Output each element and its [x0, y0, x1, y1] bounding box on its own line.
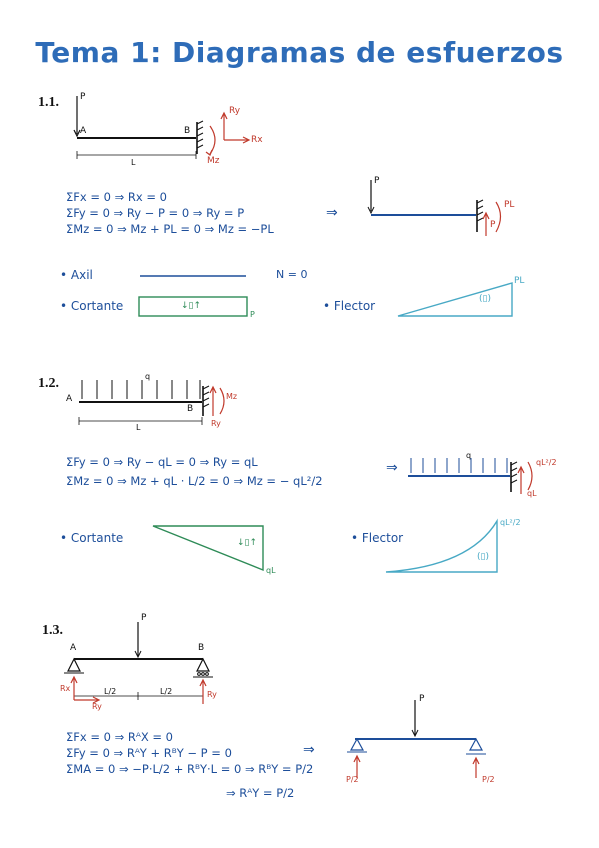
flector-sign-1-2: (▯)	[477, 552, 489, 562]
label-moment-pl: PL	[504, 200, 515, 210]
label-cortante-1-1: • Cortante	[60, 299, 123, 313]
label-reaction-a-result: P/2	[346, 775, 359, 784]
label-half-length-a: L/2	[104, 687, 117, 696]
label-mz: Mz	[207, 156, 220, 166]
equation-1-1-a: ΣFx = 0 ⇒ Rx = 0	[66, 190, 167, 204]
cortante-value-1-2: qL	[266, 566, 276, 575]
equation-1-3-a: ΣFx = 0 ⇒ RᴬX = 0	[66, 730, 173, 744]
label-q-result: q	[466, 451, 472, 460]
label-mz-1-2: Mz	[226, 392, 238, 401]
flector-diagram-1-1	[398, 283, 512, 316]
label-rx-a: Rx	[60, 684, 71, 693]
implies-arrow-1-1: ⇒	[326, 205, 338, 221]
problem-number-1-2: 1.2.	[38, 376, 59, 391]
reactions-1-1-result	[483, 202, 501, 236]
label-load-p-result-1-3: P	[419, 694, 425, 704]
problem-number-1-3: 1.3.	[42, 623, 63, 638]
label-a-1-3: A	[70, 643, 77, 653]
beam-1-2-result	[408, 458, 517, 492]
label-b: B	[184, 126, 191, 136]
label-load-p: P	[80, 92, 86, 102]
label-ry: Ry	[229, 106, 241, 116]
label-length: L	[131, 158, 136, 167]
label-cortante-1-2: • Cortante	[60, 531, 123, 545]
reactions-1-3	[71, 677, 206, 704]
label-half-length-b: L/2	[160, 687, 173, 696]
equation-1-3-d: ⇒ RᴬY = P/2	[226, 786, 295, 800]
flector-sign-1-1: (▯)	[479, 294, 491, 304]
reactions-1-3-result	[354, 756, 479, 778]
reactions-1-1	[206, 113, 249, 155]
beam-1-3-result	[347, 700, 486, 754]
beam-1-1-result	[368, 180, 483, 232]
label-flector-1-2: • Flector	[351, 531, 403, 545]
label-reaction-ql: qL	[527, 489, 537, 498]
label-a-1-2: A	[66, 394, 73, 404]
label-load-p-result: P	[374, 176, 380, 186]
flector-value-1-1: PL	[514, 276, 525, 286]
page-title: Tema 1: Diagramas de esfuerzos	[35, 36, 564, 69]
label-reaction-b-result: P/2	[482, 775, 495, 784]
axil-value: N = 0	[276, 268, 308, 281]
label-rx: Rx	[251, 135, 263, 145]
label-ry-a: Ry	[92, 702, 102, 711]
label-b-1-2: B	[187, 404, 194, 414]
label-length-1-2: L	[136, 423, 141, 432]
cortante-value-1-1: P	[250, 310, 255, 319]
label-reaction-p: P	[490, 220, 496, 230]
implies-arrow-1-2: ⇒	[386, 460, 398, 476]
label-moment-1-2: qL²/2	[536, 458, 557, 467]
label-q: q	[145, 372, 151, 381]
implies-arrow-1-3: ⇒	[303, 742, 315, 758]
cortante-sign-1-1: ↓▯↑	[181, 301, 202, 311]
cortante-diagram-1-2	[153, 526, 263, 570]
label-load-p-1-3: P	[141, 613, 147, 623]
beam-1-2	[79, 380, 209, 425]
equation-1-2-a: ΣFy = 0 ⇒ Ry − qL = 0 ⇒ Ry = qL	[66, 455, 258, 469]
label-ry-1-2: Ry	[211, 419, 221, 428]
problem-number-1-1: 1.1.	[38, 95, 59, 110]
flector-value-1-2: qL²/2	[500, 518, 521, 527]
equation-1-2-b: ΣMz = 0 ⇒ Mz + qL · L/2 = 0 ⇒ Mz = − qL²/2	[66, 474, 323, 488]
equation-1-3-c: ΣMA = 0 ⇒ −P·L/2 + RᴮY·L = 0 ⇒ RᴮY = P/2	[66, 762, 314, 776]
label-ry-b: Ry	[207, 690, 217, 699]
equation-1-1-c: ΣMz = 0 ⇒ Mz + PL = 0 ⇒ Mz = −PL	[66, 222, 274, 236]
label-axil: • Axil	[60, 268, 93, 282]
label-a: A	[80, 126, 87, 136]
equation-1-3-b: ΣFy = 0 ⇒ RᴬY + RᴮY − P = 0	[66, 746, 232, 760]
beam-1-3	[64, 622, 213, 700]
equation-1-1-b: ΣFy = 0 ⇒ Ry − P = 0 ⇒ Ry = P	[66, 206, 245, 220]
label-b-1-3: B	[198, 643, 205, 653]
cortante-sign-1-2: ↓▯↑	[237, 538, 258, 548]
label-flector-1-1: • Flector	[323, 299, 375, 313]
flector-diagram-1-2	[386, 521, 497, 572]
reactions-1-2	[210, 387, 224, 416]
